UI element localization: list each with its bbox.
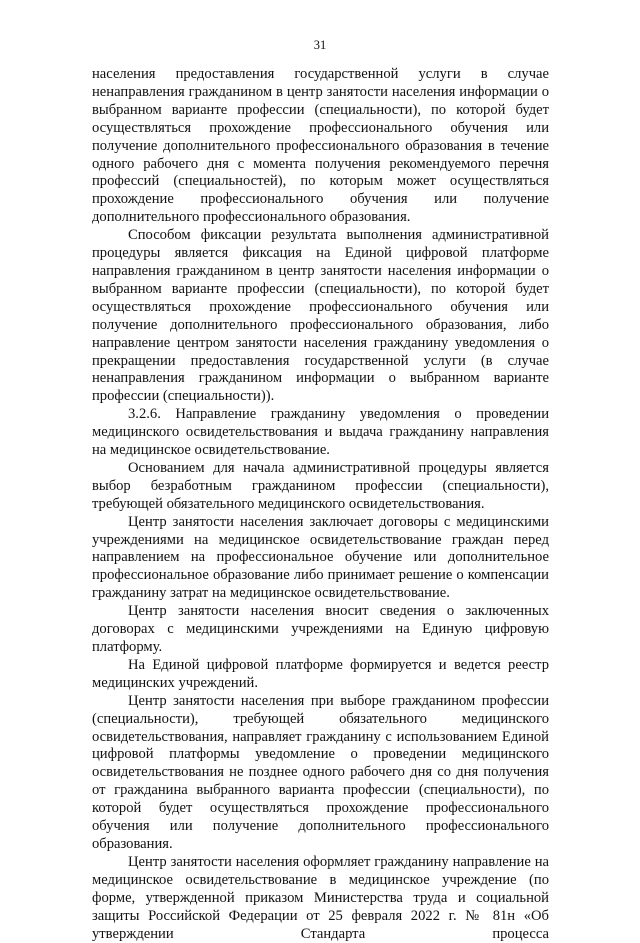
paragraph: Способом фиксации результата выполнения административной процедуры является фиксация на Единой цифровой платформе направления гражданином в центр занятости населения информации о выбранном варианте профессии (специальности), по которой будет осуществляться прохождение профессионального обучения или получение дополнительного профессионального образования, либо направление центром занятости населения гражданину уведомления о прекращении предоставления государственной услуги (в случае ненаправления гражданином информации о выбранном варианте профессии (специальности)). xyxy=(92,227,549,405)
body-text xyxy=(92,66,549,943)
paragraph: На Единой цифровой платформе формируется и ведется реестр медицинских учреждений. xyxy=(92,656,549,691)
paragraph: Центр занятости населения оформляет гражданину направление на медицинское освидетельствование в медицинское учреждение (по форме, утвержденной приказом Министерства труда и социальной защиты Российской Федерации от 25 февраля 2022 г. № 81н «Об утверждении Стандарта процесса xyxy=(92,853,549,942)
paragraph: населения предоставления государственной услуги в случае ненаправления гражданином в центр занятости населения информации о выбранном варианте профессии (специальности), по которой будет осуществляться прохождение профессионального обучения или получение дополнительного профессионального образования в течение одного рабочего дня с момента получения рекомендуемого перечня профессий (специальностей), по которым может осуществляться прохождение профессионального обучения или получение дополнительного профессионального образования. xyxy=(92,66,549,226)
paragraph: Основанием для начала административной процедуры является выбор безработным гражданином профессии (специальности), требующей обязательного медицинского освидетельствования. xyxy=(92,459,549,512)
paragraph: Центр занятости населения при выборе гражданином профессии (специальности), требующей обязательного медицинского освидетельствования, направляет гражданину с использованием Единой цифровой платформы уведомление о проведении медицинского освидетельствования не позднее одного рабочего дня со дня получения от гражданина выбранного варианта профессии (специальности), по которой будет осуществляться прохождение профессионального обучения или получение дополнительного профессионального образования. xyxy=(92,692,549,852)
paragraph: 3.2.6. Направление гражданину уведомления о проведении медицинского освидетельствования и выдача гражданину направления на медицинское освидетельствование. xyxy=(92,406,549,459)
paragraph: Центр занятости населения вносит сведения о заключенных договорах с медицинскими учреждениями на Единую цифровую платформу. xyxy=(92,603,549,655)
page-number: 31 xyxy=(313,38,327,52)
paragraph: Центр занятости населения заключает договоры с медицинскими учреждениями на медицинское освидетельствование граждан перед направлением на профессиональное обучение или дополнительное профессиональное образование либо принимает решение о компенсации гражданину затрат на медицинское освидетельствование. xyxy=(92,513,549,602)
